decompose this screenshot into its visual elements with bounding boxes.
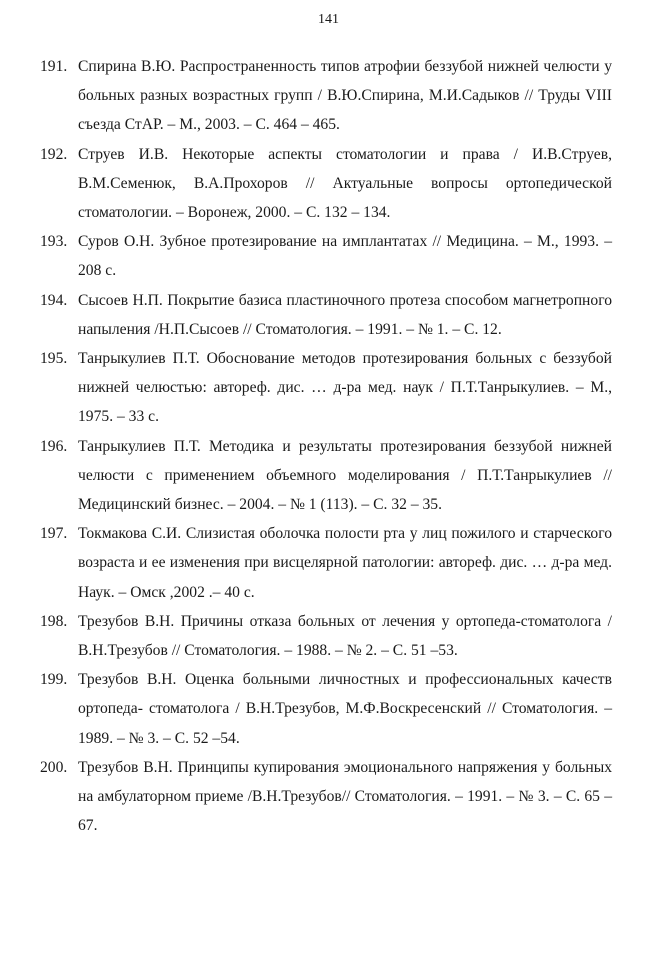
reference-item xyxy=(40,519,612,607)
reference-number: 196. xyxy=(40,437,68,455)
reference-text: Танрыкулиев П.Т. Методика и результаты протезирования беззубой нижней челюсти с применением объемного моделирования / П.Т.Танрыкулиев // Медицинский бизнес. – 2004. – № 1 (113). – С. 32 – 35. xyxy=(78,437,612,514)
reference-text: Трезубов В.Н. Оценка больными личностных и профессиональных качеств ортопеда- стоматолога / В.Н.Трезубов, М.Ф.Воскресенский // Стоматология. – 1989. – № 3. – С. 52 –54. xyxy=(78,671,612,747)
reference-list xyxy=(40,52,612,840)
reference-text: Сысоев Н.П. Покрытие базиса пластиночного протеза способом магнетропного напыления /Н.П.Сысоев // Стоматология. – 1991. – № 1. – С. 12. xyxy=(78,291,612,338)
reference-item xyxy=(40,140,612,228)
reference-number: 197. xyxy=(40,525,68,543)
reference-text: Танрыкулиев П.Т. Обоснование методов протезирования больных с беззубой нижней челюстью: автореф. дис. … д-ра мед. наук / П.Т.Танрыкулиев. – М., 1975. – 33 с. xyxy=(78,350,612,426)
reference-number: 195. xyxy=(40,350,68,368)
reference-number: 200. xyxy=(40,758,68,776)
reference-item xyxy=(40,344,612,432)
reference-item xyxy=(40,227,612,285)
reference-text: Спирина В.Ю. Распространенность типов атрофии беззубой нижней челюсти у больных разных возрастных групп / В.Ю.Спирина, М.И.Садыков // Труды VIII съезда СтАР. – М., 2003. – С. 464 – 465. xyxy=(78,58,612,134)
page-number: 141 xyxy=(318,12,339,27)
reference-number: 193. xyxy=(40,233,68,251)
reference-text: Токмакова С.И. Слизистая оболочка полости рта у лиц пожилого и старческого возраста и ее изменения при висцелярной патологии: автореф. дис. … д-ра мед. Наук. – Омск ,2002 .– 40 с. xyxy=(78,525,612,601)
reference-item xyxy=(40,52,612,140)
reference-number: 194. xyxy=(40,291,68,309)
reference-number: 199. xyxy=(40,671,68,689)
reference-item xyxy=(40,665,612,753)
reference-item xyxy=(40,607,612,665)
reference-number: 198. xyxy=(40,612,68,630)
reference-number: 191. xyxy=(40,58,68,75)
reference-text: Суров О.Н. Зубное протезирование на имплантатах // Медицина. – М., 1993. – 208 с. xyxy=(78,233,612,280)
reference-number: 192. xyxy=(40,145,68,163)
reference-item xyxy=(40,432,612,520)
reference-item xyxy=(40,753,612,841)
reference-text: Трезубов В.Н. Причины отказа больных от лечения у ортопеда-стоматолога /В.Н.Трезубов // Стоматология. – 1988. – № 2. – С. 51 –53. xyxy=(78,612,612,660)
reference-text: Трезубов В.Н. Принципы купирования эмоционального напряжения у больных на амбулаторном приеме /В.Н.Трезубов// Стоматология. – 1991. – № 3. – С. 65 – 67. xyxy=(78,758,612,835)
reference-text: Струев И.В. Некоторые аспекты стоматологии и права / И.В.Струев, В.М.Семенюк, В.А.Прохоров // Актуальные вопросы ортопедической стоматологии. – Воронеж, 2000. – С. 132 – 134. xyxy=(78,145,612,222)
reference-item xyxy=(40,286,612,344)
